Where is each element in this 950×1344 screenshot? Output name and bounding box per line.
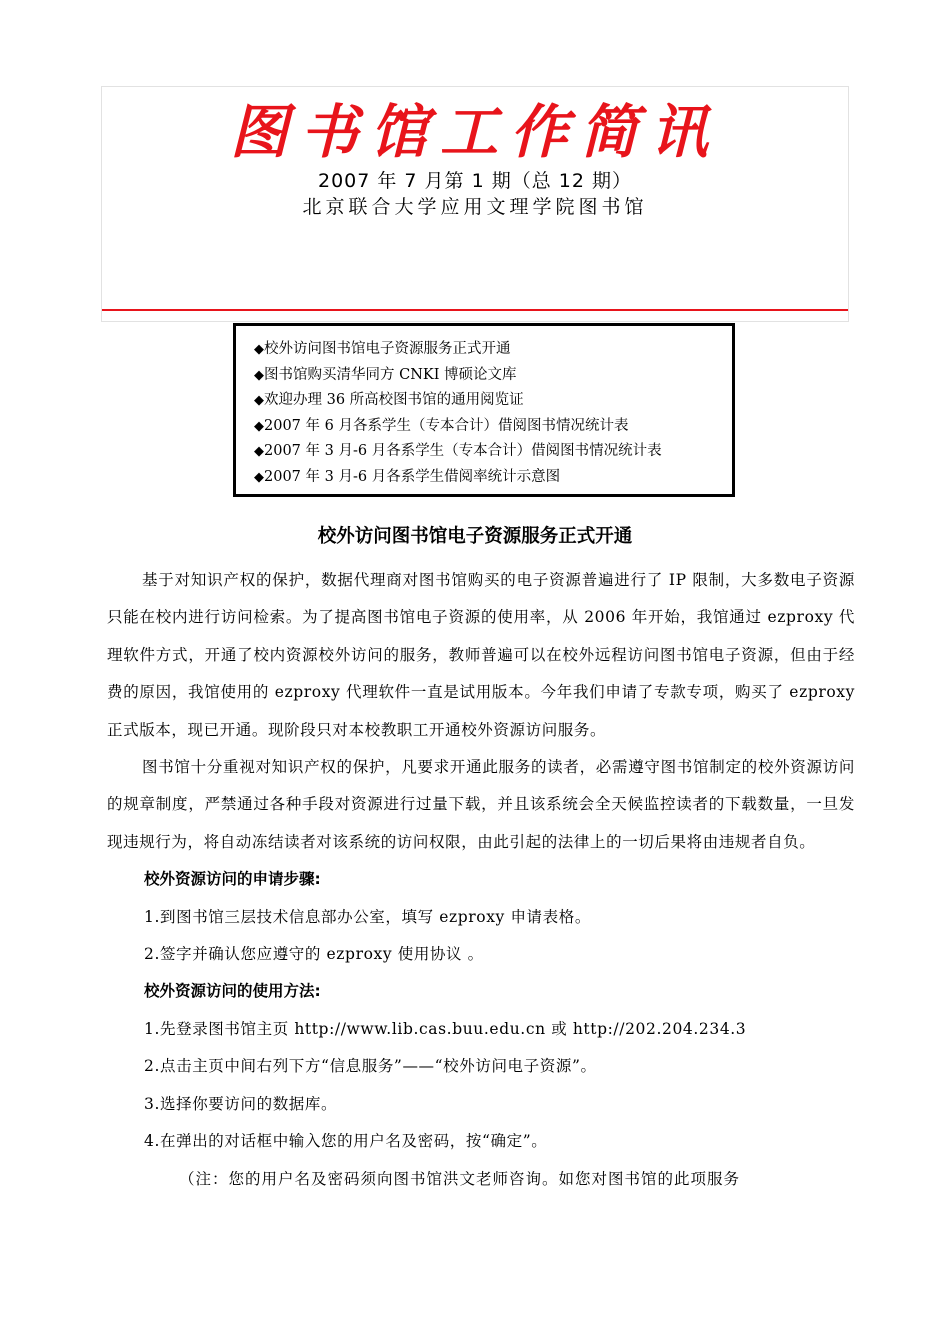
- article-paragraph: 图书馆十分重视对知识产权的保护，凡要求开通此服务的读者，必需遵守图书馆制定的校外资源访问的规章制度，严禁通过各种手段对资源进行过量下载，并且该系统会全天候监控读者的下载数量，一旦发现违规行为，将自动冻结读者对该系统的访问权限，由此引起的法律上的一切后果将由违规者自负。: [107, 758, 855, 851]
- newsletter-title: 图书馆工作简讯: [229, 98, 720, 166]
- contents-box: [233, 323, 735, 497]
- diamond-bullet-icon: ◆: [254, 469, 264, 485]
- diamond-bullet-icon: ◆: [254, 444, 264, 459]
- masthead-divider: [102, 309, 848, 311]
- toc-item: ◆图书馆购买清华同方 CNKI 博硕论文库: [254, 366, 517, 383]
- apply-steps-heading: 校外资源访问的申请步骤:: [144, 870, 321, 889]
- toc-item: ◆2007 年 3 月-6 月各系学生借阅率统计示意图: [254, 468, 561, 485]
- diamond-bullet-icon: ◆: [254, 342, 264, 357]
- usage-step: 3.选择你要访问的数据库。: [144, 1094, 338, 1113]
- diamond-bullet-icon: ◆: [254, 393, 264, 408]
- apply-step: 1.到图书馆三层技术信息部办公室，填写 ezproxy 申请表格。: [144, 907, 591, 926]
- toc-item: ◆2007 年 6 月各系学生（专本合计）借阅图书情况统计表: [254, 417, 629, 434]
- article-title: 校外访问图书馆电子资源服务正式开通: [317, 526, 633, 547]
- diamond-bullet-icon: ◆: [254, 367, 264, 383]
- note-text: （注：您的用户名及密码须向图书馆洪文老师咨询。如您对图书馆的此项服务: [179, 1169, 741, 1188]
- toc-item: ◆欢迎办理 36 所高校图书馆的通用阅览证: [254, 392, 524, 408]
- usage-step: 4.在弹出的对话框中输入您的用户名及密码，按“确定”。: [144, 1132, 548, 1151]
- issue-info: 2007 年 7 月第 1 期（总 12 期）: [318, 170, 632, 192]
- usage-step: 2.点击主页中间右列下方“信息服务”——“校外访问电子资源”。: [144, 1057, 597, 1076]
- diamond-bullet-icon: ◆: [254, 418, 264, 434]
- usage-step: 1.先登录图书馆主页 http://www.lib.cas.buu.edu.cn 或 http://202.204.234.3: [144, 1019, 747, 1038]
- masthead: [101, 86, 849, 322]
- toc-item: ◆校外访问图书馆电子资源服务正式开通: [254, 341, 511, 357]
- article-paragraph: 基于对知识产权的保护，数据代理商对图书馆购买的电子资源普遍进行了 IP 限制，大多数电子资源只能在校内进行访问检索。为了提高图书馆电子资源的使用率，从 2006 年开始，我馆通过 ezproxy 代理软件方式，开通了校内资源校外访问的服务，教师普遍可以在校外远程访问图书馆电子资源，但由于经费的原因，我馆使用的 ezproxy 代理软件一直是试用版本。今年我们申请了专款专项，购买了 ezproxy 正式版本，现已开通。现阶段只对本校教职工开通校外资源访问服务。: [107, 571, 855, 739]
- apply-step: 2.签字并确认您应遵守的 ezproxy 使用协议 。: [144, 945, 484, 964]
- article-body: [107, 562, 855, 1198]
- toc-item: ◆2007 年 3 月-6 月各系学生（专本合计）借阅图书情况统计表: [254, 443, 662, 459]
- usage-steps-heading: 校外资源访问的使用方法:: [144, 982, 321, 1001]
- organization-name: 北京联合大学应用文理学院图书馆: [302, 196, 648, 218]
